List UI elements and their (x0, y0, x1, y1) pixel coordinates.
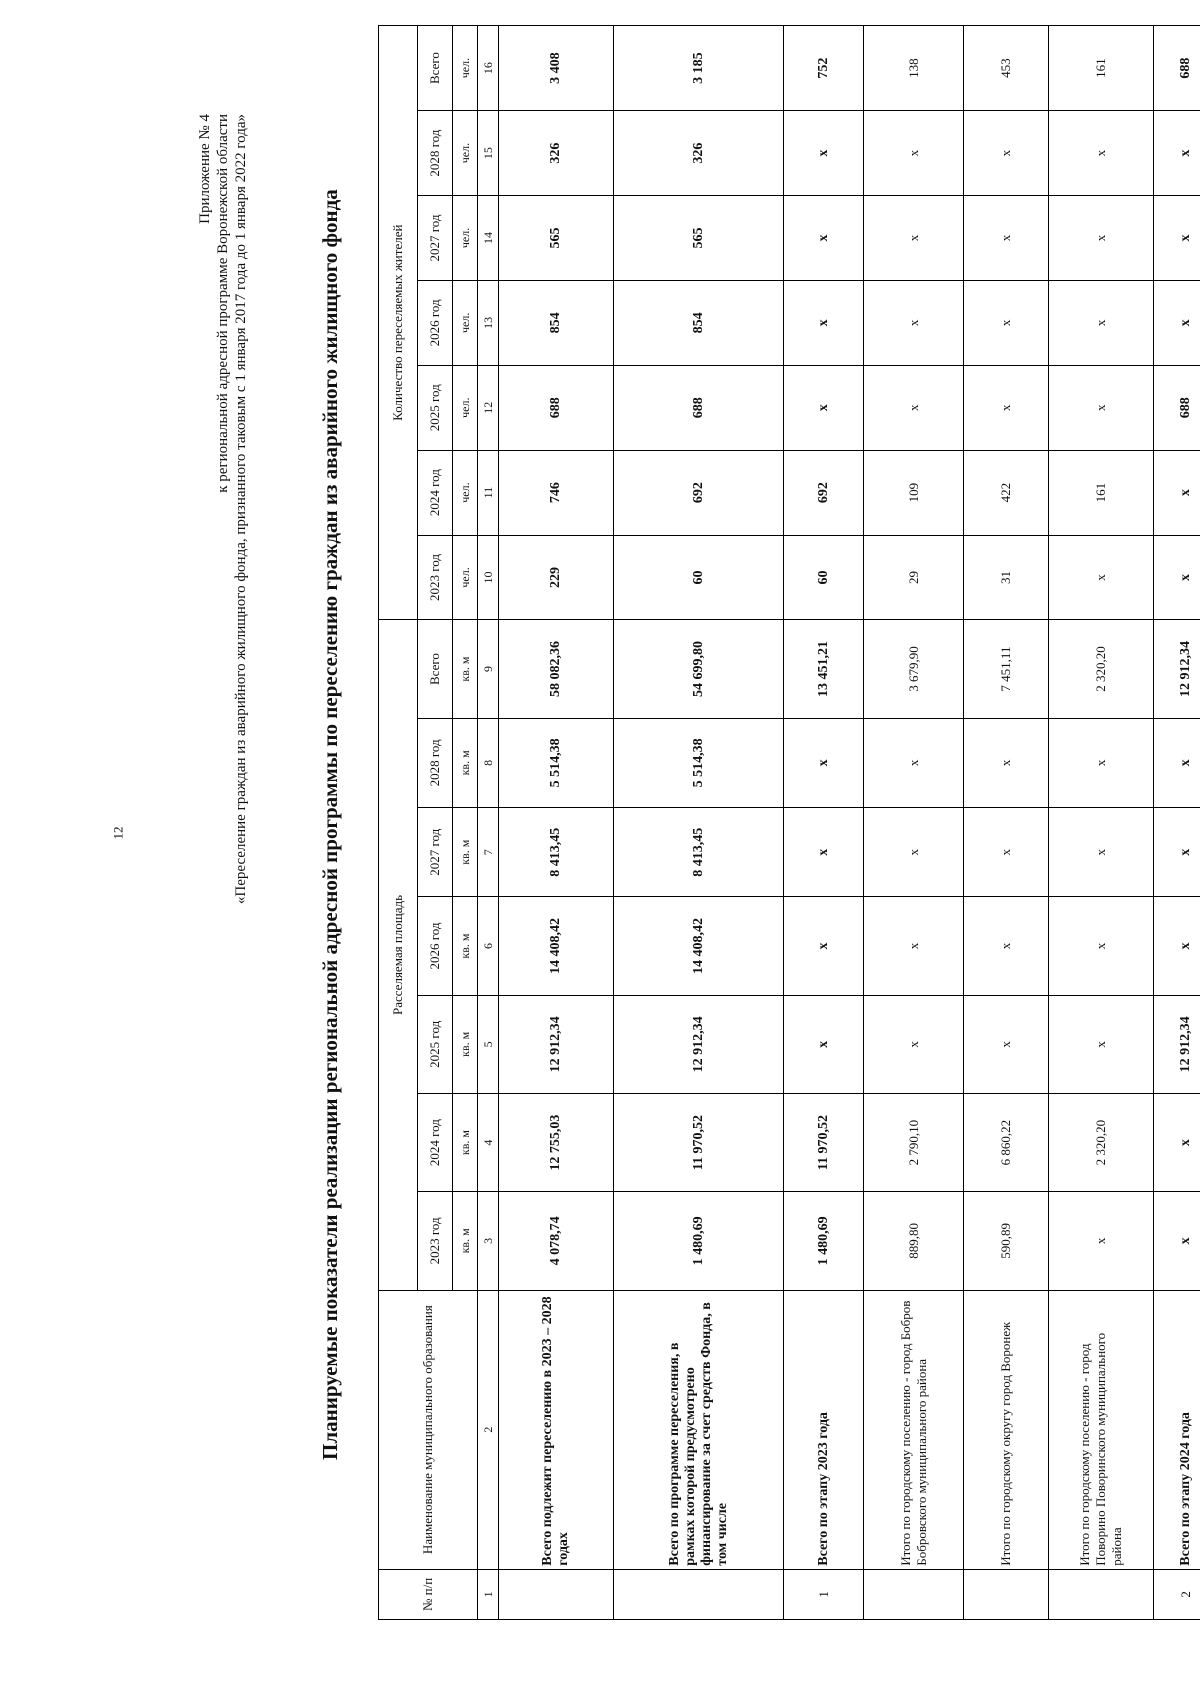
column-number-cell: 9 (478, 620, 499, 718)
table-row (1154, 26, 1200, 1620)
people-value-cell: 453 (964, 26, 1049, 111)
people-value-cell: x (784, 196, 864, 281)
area-value-cell: 7 451,11 (964, 620, 1049, 718)
people-value-cell: x (864, 196, 964, 281)
people-year-header: 2026 год (418, 280, 453, 365)
people-value-cell: 854 (499, 280, 614, 365)
area-value-cell: x (864, 897, 964, 995)
people-unit-header: чел. (453, 196, 478, 281)
people-value-cell: 3 408 (499, 26, 614, 111)
people-value-cell: 229 (499, 535, 614, 620)
row-name-cell: Итого по городскому округу город Воронеж (964, 1290, 1049, 1569)
area-value-cell: 8 413,45 (499, 808, 614, 897)
people-value-cell: 326 (614, 111, 784, 196)
area-value-cell: x (864, 995, 964, 1093)
area-value-cell: 889,80 (864, 1192, 964, 1290)
area-value-cell: 2 790,10 (864, 1093, 964, 1191)
row-number-cell (499, 1569, 614, 1619)
people-value-cell: x (1049, 196, 1154, 281)
area-unit-header: кв. м (453, 995, 478, 1093)
people-value-cell: 688 (1154, 26, 1200, 111)
area-unit-header: кв. м (453, 897, 478, 995)
area-value-cell: x (964, 718, 1049, 807)
area-value-cell: x (1049, 718, 1154, 807)
area-value-cell: x (964, 808, 1049, 897)
people-value-cell: x (1049, 280, 1154, 365)
area-value-cell: 13 451,21 (784, 620, 864, 718)
area-value-cell: 14 408,42 (614, 897, 784, 995)
column-number-cell: 1 (478, 1569, 499, 1619)
people-value-cell: x (1154, 196, 1200, 281)
area-value-cell: 5 514,38 (499, 718, 614, 807)
page-number: 12 (110, 826, 126, 840)
people-value-cell: 854 (614, 280, 784, 365)
area-value-cell: 4 078,74 (499, 1192, 614, 1290)
row-number-cell: 1 (784, 1569, 864, 1619)
area-value-cell: 6 860,22 (964, 1093, 1049, 1191)
people-value-cell: 161 (1049, 26, 1154, 111)
column-number-cell: 16 (478, 26, 499, 111)
area-value-cell: x (1154, 897, 1200, 995)
people-value-cell: x (1154, 111, 1200, 196)
area-value-cell: x (784, 995, 864, 1093)
table-row (499, 26, 614, 1620)
indicators-table (378, 25, 1200, 1620)
area-unit-header: кв. м (453, 620, 478, 718)
column-number-cell: 6 (478, 897, 499, 995)
people-year-header: 2027 год (418, 196, 453, 281)
people-unit-header: чел. (453, 535, 478, 620)
area-value-cell: 58 082,36 (499, 620, 614, 718)
people-value-cell: 565 (614, 196, 784, 281)
people-value-cell: x (1049, 535, 1154, 620)
document-title: Планируемые показатели реализации региональной адресной программы по переселению граждан из аварийного жилищного фонда (318, 189, 342, 1460)
people-value-cell: x (1049, 365, 1154, 450)
row-number-cell (1049, 1569, 1154, 1619)
area-value-cell: x (1049, 808, 1154, 897)
area-value-cell: 2 320,20 (1049, 1093, 1154, 1191)
people-value-cell: 746 (499, 450, 614, 535)
people-value-cell: x (964, 365, 1049, 450)
area-value-cell: x (784, 808, 864, 897)
area-value-cell: 8 413,45 (614, 808, 784, 897)
people-unit-header: чел. (453, 280, 478, 365)
people-value-cell: x (1154, 535, 1200, 620)
area-value-cell: 14 408,42 (499, 897, 614, 995)
people-value-cell: x (864, 111, 964, 196)
appendix-line-3: «Переселение граждан из аварийного жилищного фонда, признанного таковым с 1 января 2017 года до 1 января 2022 года» (233, 114, 249, 905)
people-value-cell: 752 (784, 26, 864, 111)
row-name-cell: Итого по городскому поселению - город Бобров Бобровского муниципального района (864, 1290, 964, 1569)
header-area-group: Расселяемая площадь (379, 620, 418, 1290)
people-year-header: 2023 год (418, 535, 453, 620)
people-value-cell: x (1154, 280, 1200, 365)
people-unit-header: чел. (453, 26, 478, 111)
people-value-cell: 565 (499, 196, 614, 281)
area-value-cell: 12 912,34 (1154, 995, 1200, 1093)
people-value-cell: 688 (614, 365, 784, 450)
header-row-groups (379, 26, 418, 1620)
area-value-cell: 12 912,34 (1154, 620, 1200, 718)
people-year-header: 2025 год (418, 365, 453, 450)
people-year-header: 2028 год (418, 111, 453, 196)
people-value-cell: 60 (784, 535, 864, 620)
area-unit-header: кв. м (453, 808, 478, 897)
column-number-cell: 13 (478, 280, 499, 365)
people-value-cell: 60 (614, 535, 784, 620)
row-name-cell: Всего по этапу 2024 года (1154, 1290, 1200, 1569)
area-value-cell: x (1049, 897, 1154, 995)
people-value-cell: x (1154, 450, 1200, 535)
table-row (864, 26, 964, 1620)
area-year-header: 2028 год (418, 718, 453, 807)
column-number-cell: 5 (478, 995, 499, 1093)
area-year-header: 2024 год (418, 1093, 453, 1191)
column-number-cell: 14 (478, 196, 499, 281)
area-value-cell: 2 320,20 (1049, 620, 1154, 718)
column-number-cell: 15 (478, 111, 499, 196)
area-value-cell: 11 970,52 (614, 1093, 784, 1191)
area-unit-header: кв. м (453, 1192, 478, 1290)
people-value-cell: 161 (1049, 450, 1154, 535)
people-value-cell: 692 (614, 450, 784, 535)
area-value-cell: 1 480,69 (614, 1192, 784, 1290)
people-value-cell: x (784, 280, 864, 365)
row-name-cell: Всего по программе переселения, в рамках которой предусмотрено финансирование за счет средств Фонда, в том числе (614, 1290, 784, 1569)
row-name-cell: Всего по этапу 2023 года (784, 1290, 864, 1569)
people-value-cell: 3 185 (614, 26, 784, 111)
table-row (784, 26, 864, 1620)
area-value-cell: x (1154, 1093, 1200, 1191)
header-num: № п/п (379, 1569, 478, 1619)
people-value-cell: 138 (864, 26, 964, 111)
people-value-cell: 688 (499, 365, 614, 450)
people-value-cell: x (864, 365, 964, 450)
column-number-cell: 4 (478, 1093, 499, 1191)
area-unit-header: кв. м (453, 718, 478, 807)
area-unit-header: кв. м (453, 1093, 478, 1191)
row-number-cell (964, 1569, 1049, 1619)
row-name-cell: Всего подлежит переселению в 2023 – 2028 годах (499, 1290, 614, 1569)
table-row (1049, 26, 1154, 1620)
people-value-cell: 422 (964, 450, 1049, 535)
people-value-cell: 688 (1154, 365, 1200, 450)
area-value-cell: 54 699,80 (614, 620, 784, 718)
people-value-cell: x (784, 111, 864, 196)
header-people-group: Количество переселяемых жителей (379, 26, 418, 620)
column-number-cell: 7 (478, 808, 499, 897)
area-value-cell: x (784, 718, 864, 807)
area-value-cell: 590,89 (964, 1192, 1049, 1290)
row-name-cell: Итого по городскому поселению - город Поворино Поворинского муниципального района (1049, 1290, 1154, 1569)
column-number-cell: 2 (478, 1290, 499, 1569)
area-year-header: 2025 год (418, 995, 453, 1093)
people-value-cell: 29 (864, 535, 964, 620)
area-year-header: 2023 год (418, 1192, 453, 1290)
people-unit-header: чел. (453, 365, 478, 450)
row-number-cell: 2 (1154, 1569, 1200, 1619)
people-value-cell: x (1049, 111, 1154, 196)
people-year-header: 2024 год (418, 450, 453, 535)
people-value-cell: x (784, 365, 864, 450)
appendix-line-2: к региональной адресной программе Воронежской области (215, 114, 231, 493)
area-value-cell: 5 514,38 (614, 718, 784, 807)
area-value-cell: x (964, 995, 1049, 1093)
area-value-cell: x (1154, 718, 1200, 807)
people-value-cell: x (964, 111, 1049, 196)
area-value-cell: x (1154, 1192, 1200, 1290)
people-value-cell: 31 (964, 535, 1049, 620)
table-row (614, 26, 784, 1620)
people-unit-header: чел. (453, 450, 478, 535)
people-value-cell: x (964, 196, 1049, 281)
area-value-cell: 12 755,03 (499, 1093, 614, 1191)
people-value-cell: 109 (864, 450, 964, 535)
area-value-cell: x (1049, 1192, 1154, 1290)
area-value-cell: 1 480,69 (784, 1192, 864, 1290)
area-value-cell: 12 912,34 (614, 995, 784, 1093)
people-value-cell: x (964, 280, 1049, 365)
row-number-cell (614, 1569, 784, 1619)
area-value-cell: x (1049, 995, 1154, 1093)
area-year-header: 2026 год (418, 897, 453, 995)
people-year-header: Всего (418, 26, 453, 111)
area-value-cell: 3 679,90 (864, 620, 964, 718)
area-year-header: Всего (418, 620, 453, 718)
header-name: Наименование муниципального образования (379, 1290, 478, 1569)
people-unit-header: чел. (453, 111, 478, 196)
area-value-cell: x (1154, 808, 1200, 897)
column-number-cell: 11 (478, 450, 499, 535)
area-value-cell: 11 970,52 (784, 1093, 864, 1191)
column-number-cell: 10 (478, 535, 499, 620)
area-value-cell: 12 912,34 (499, 995, 614, 1093)
people-value-cell: x (864, 280, 964, 365)
appendix-line-1: Приложение № 4 (197, 114, 213, 224)
area-value-cell: x (964, 897, 1049, 995)
header-row-column-numbers (478, 26, 499, 1620)
column-number-cell: 3 (478, 1192, 499, 1290)
area-year-header: 2027 год (418, 808, 453, 897)
people-value-cell: 326 (499, 111, 614, 196)
people-value-cell: 692 (784, 450, 864, 535)
area-value-cell: x (864, 718, 964, 807)
area-value-cell: x (864, 808, 964, 897)
appendix-block (196, 114, 250, 904)
table-row (964, 26, 1049, 1620)
column-number-cell: 8 (478, 718, 499, 807)
area-value-cell: x (784, 897, 864, 995)
column-number-cell: 12 (478, 365, 499, 450)
row-number-cell (864, 1569, 964, 1619)
